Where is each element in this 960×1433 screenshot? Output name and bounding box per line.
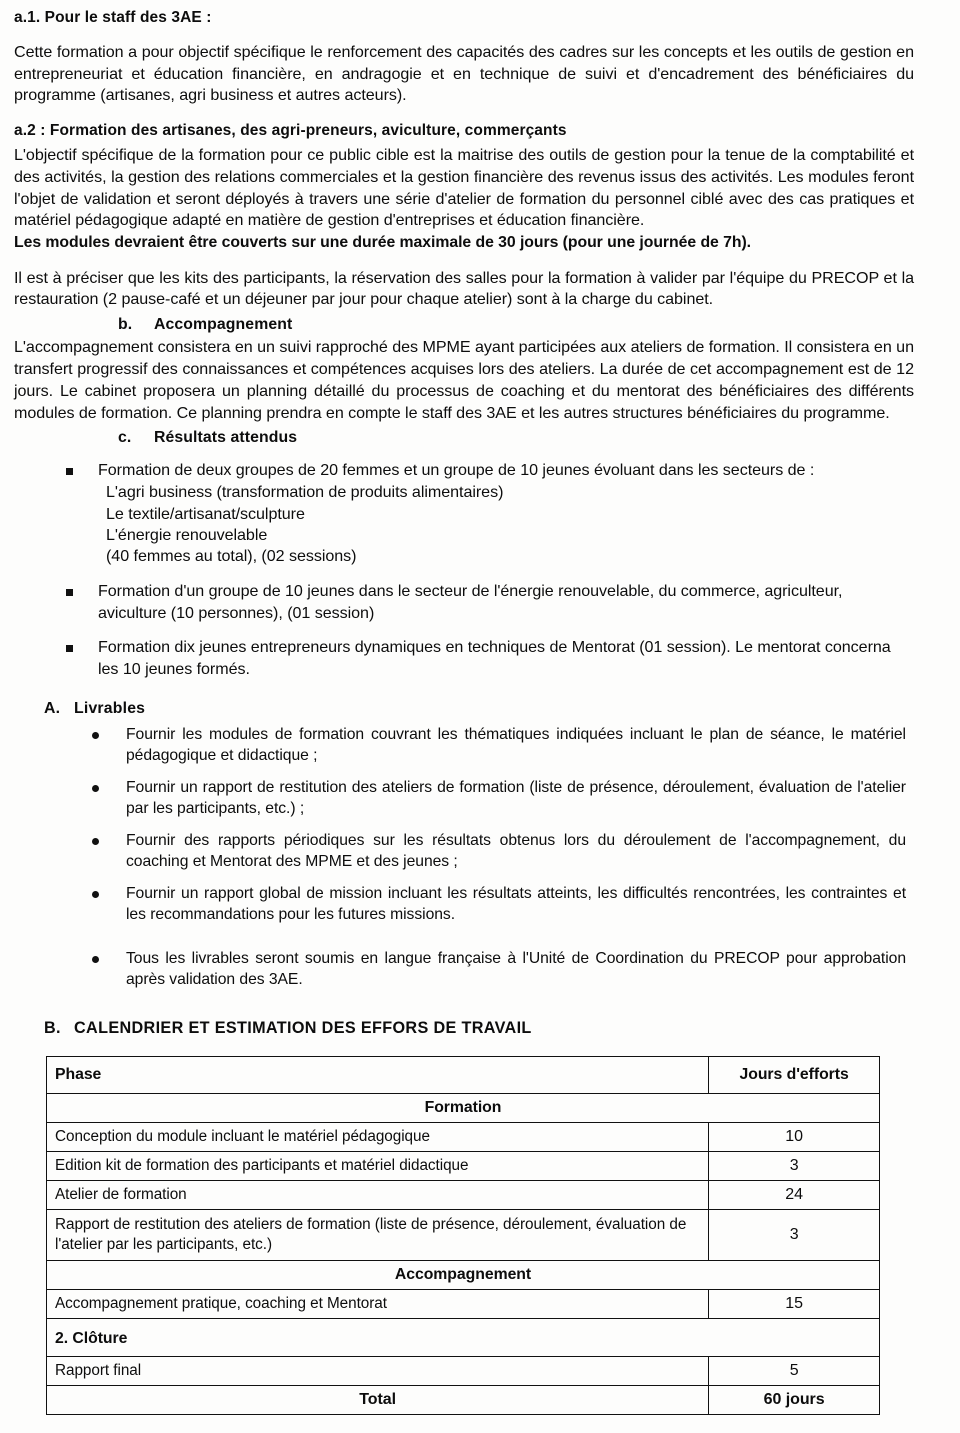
- cell-total-days: 60 jours: [709, 1385, 880, 1414]
- spacer: [14, 1001, 914, 1019]
- heading-a-livrables: [14, 700, 914, 718]
- list-item: [14, 637, 914, 681]
- livrables-list: [14, 724, 914, 991]
- column-header-phase: Phase: [47, 1056, 709, 1093]
- list-item-text: Formation dix jeunes entrepreneurs dynamiques en techniques de Mentorat (01 session). Le mentorat concerna les 10 jeunes formés.: [98, 638, 891, 679]
- spacer: [14, 107, 914, 121]
- cell-days: 10: [709, 1122, 880, 1151]
- heading-letter: A.: [44, 699, 61, 717]
- heading-b-calendrier: [14, 1019, 914, 1038]
- heading-text: Résultats attendus: [154, 429, 298, 447]
- list-item: Fournir les modules de formation couvrant les thématiques indiquées incluant le plan de séance, le matériel pédagogique et didactique ;: [14, 724, 914, 767]
- cell-phase: Rapport final: [47, 1356, 709, 1385]
- paragraph-accompagnement: L'accompagnement consistera en un suivi rapproché des MPME ayant participées aux ateliers de formation. Il consistera en un transfert progressif des connaissances et compétences acquises lors des ateliers. La durée de cet accompagnement est de 12 jours. Le cabinet proposera un planning détaillé du processus de coaching et du mentorat des bénéficiaires des différents modules de formation. Ce planning prendra en compte le staff des 3AE et les autres structures bénéficiaires du programme.: [14, 338, 914, 422]
- table-header-row: [47, 1056, 880, 1093]
- list-item: Fournir un rapport global de mission incluant les résultats atteints, les difficultés rencontrées, les contraintes et les recommandations pour les futures missions.: [14, 883, 914, 926]
- cell-phase: Atelier de formation: [47, 1180, 709, 1209]
- cell-phase: Rapport de restitution des ateliers de formation (liste de présence, déroulement, évaluation de l'atelier par les participants, etc.): [47, 1209, 709, 1260]
- cell-phase: Accompagnement pratique, coaching et Mentorat: [47, 1289, 709, 1318]
- table-row: [47, 1356, 880, 1385]
- heading-letter: B.: [44, 1018, 61, 1037]
- list-item-text: Formation de deux groupes de 20 femmes et un groupe de 10 jeunes évoluant dans les secteurs de :: [98, 461, 815, 480]
- section-row-label: Formation: [47, 1093, 880, 1122]
- table-row: [47, 1151, 880, 1180]
- cell-total-label: Total: [47, 1385, 709, 1414]
- table-row: [47, 1122, 880, 1151]
- subline: L'agri business (transformation de produits alimentaires): [106, 483, 504, 502]
- section-row-label: 2. Clôture: [47, 1318, 880, 1356]
- subline: L'énergie renouvelable: [106, 525, 268, 544]
- list-item: Tous les livrables seront soumis en langue française à l'Unité de Coordination du PRECOP pour approbation après validation des 3AE.: [14, 948, 914, 991]
- heading-b-accompagnement: [14, 316, 914, 334]
- spacer: [14, 254, 914, 268]
- heading-c-resultats: [14, 429, 914, 447]
- table-row: [47, 1093, 880, 1122]
- paragraph-a2: L'objectif spécifique de la formation pour ce public cible est la maitrise des outils de gestion pour la tenue de la comptabilité et des activités, la gestion des relations commerciales et la gestion financière des revenus issus des activités. Les modules feront l'objet de validation et seront déployés à travers une série d'atelier de formation du personnel ciblé avec des cas pratiques et matériel pédagogique adapté en matière de gestion d'entreprises et éducation financière.: [14, 146, 914, 230]
- list-item: Fournir un rapport de restitution des ateliers de formation (liste de présence, déroulement, évaluation de l'atelier par les participants, etc.) ;: [14, 777, 914, 820]
- column-header-days: Jours d'efforts: [709, 1056, 880, 1093]
- spacer: [14, 32, 914, 42]
- spacer: [14, 450, 914, 460]
- paragraph-a1: Cette formation a pour objectif spécifique le renforcement des capacités des cadres sur les concepts et les outils de gestion en entrepreneuriat et éducation financière, en andragogie et en technique de suivi et d'encadrement des bénéficiaires du programme (artisanes, agri business et autres acteurs).: [14, 42, 914, 105]
- heading-text: Accompagnement: [154, 316, 293, 334]
- cell-days: 15: [709, 1289, 880, 1318]
- cell-days: 24: [709, 1180, 880, 1209]
- list-item: Fournir des rapports périodiques sur les résultats obtenus lors du déroulement de l'accompagnement, du coaching et Mentorat des MPME et des jeunes ;: [14, 830, 914, 873]
- table-row-total: [47, 1385, 880, 1414]
- heading-text: CALENDRIER ET ESTIMATION DES EFFORS DE TRAVAIL: [74, 1018, 532, 1037]
- table-row: [47, 1260, 880, 1289]
- cell-phase: Conception du module incluant le matériel pédagogique: [47, 1122, 709, 1151]
- heading-text: Livrables: [74, 699, 146, 717]
- resultats-list: [14, 460, 914, 681]
- effort-table-wrapper: [14, 1056, 914, 1415]
- cell-days: 5: [709, 1356, 880, 1385]
- table-row: [47, 1180, 880, 1209]
- subline: (40 femmes au total), (02 sessions): [106, 547, 357, 566]
- list-item: [14, 581, 914, 625]
- effort-table: [46, 1056, 880, 1415]
- list-item: [14, 460, 914, 567]
- cell-phase: Edition kit de formation des participants et matériel didactique: [47, 1151, 709, 1180]
- heading-letter: b.: [118, 316, 133, 334]
- list-item-sublines: [98, 482, 914, 568]
- paragraph-kits: Il est à préciser que les kits des participants, la réservation des salles pour la formation à valider par l'équipe du PRECOP et la restauration (2 pause-café et un déjeuner par jour pour chaque atelier) sont à la charge du cabinet.: [14, 268, 914, 309]
- heading-a2: a.2 : Formation des artisanes, des agri-preneurs, aviculture, commerçants: [14, 122, 567, 140]
- table-row: [47, 1289, 880, 1318]
- table-row: [47, 1318, 880, 1356]
- section-row-label: Accompagnement: [47, 1260, 880, 1289]
- heading-letter: c.: [118, 429, 132, 447]
- list-item-text: Formation d'un groupe de 10 jeunes dans le secteur de l'énergie renouvelable, du commerce, agriculteur, aviculture (10 personnes), (01 session): [98, 581, 843, 622]
- subline: Le textile/artisanat/sculpture: [106, 504, 305, 523]
- bold-note-a2: Les modules devraient être couverts sur une durée maximale de 30 jours (pour une journée de 7h).: [14, 234, 751, 252]
- cell-days: 3: [709, 1151, 880, 1180]
- heading-a1: a.1. Pour le staff des 3AE :: [14, 9, 212, 26]
- table-row: [47, 1209, 880, 1260]
- cell-days: 3: [709, 1209, 880, 1260]
